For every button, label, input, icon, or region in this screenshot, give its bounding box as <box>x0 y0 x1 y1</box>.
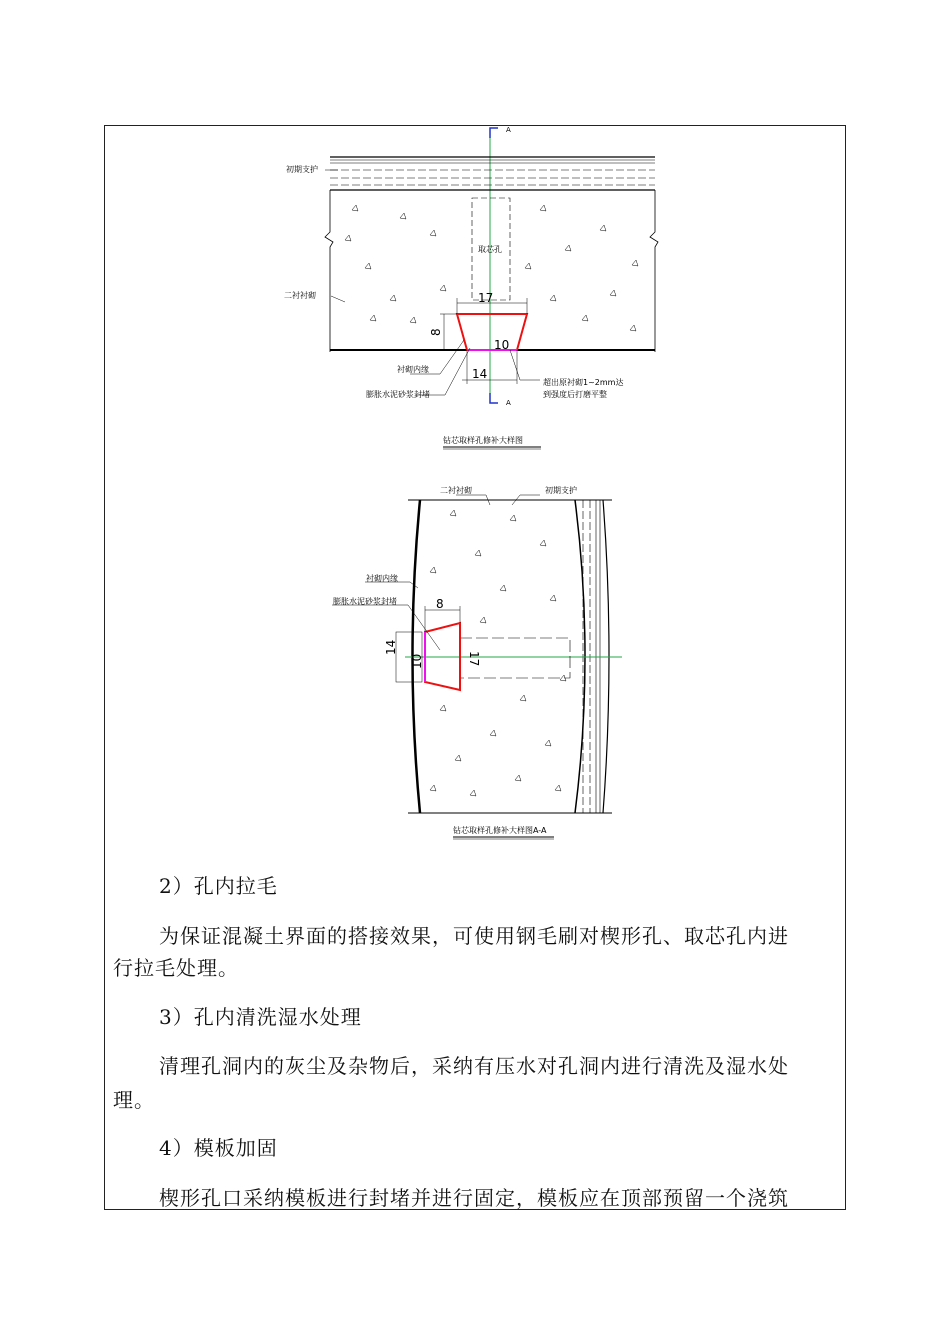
label-sealing: 膨胀水泥砂浆封堵 <box>366 390 430 399</box>
label-core-hole: 取芯孔 <box>478 245 502 254</box>
figure-section <box>332 485 622 839</box>
para-cleaning-line1: 清理孔洞内的灰尘及杂物后，采纳有压水对孔洞内进行清洗及湿水处 <box>159 1054 789 1078</box>
dim2-left: 14 <box>384 639 398 655</box>
dim-top: 17 <box>478 291 494 305</box>
dim-lower: 14 <box>472 367 488 381</box>
dim2-inner: 10 <box>410 653 424 669</box>
section-mark-bottom: A <box>506 399 511 407</box>
para-formwork-line1: 楔形孔口采纳模板进行封堵并进行固定，模板应在顶部预留一个浇筑 <box>159 1186 789 1210</box>
dim2-top: 8 <box>436 597 444 611</box>
label-lining-inner-edge: 衬砌内缘 <box>397 365 429 374</box>
dim2-right: 17 <box>467 651 481 667</box>
label-secondary-lining: 二衬衬砌 <box>284 291 316 300</box>
section-mark-top: A <box>506 126 511 134</box>
figure-plan <box>284 126 658 449</box>
para-cleaning-line2: 理。 <box>113 1088 155 1112</box>
note-line2: 到强度后打磨平整 <box>543 390 607 399</box>
heading-roughening: 2）孔内拉毛 <box>159 874 278 898</box>
label2-initial-support: 初期支护 <box>545 486 577 495</box>
para-roughening-line2: 行拉毛处理。 <box>113 956 239 980</box>
heading-formwork: 4）模板加固 <box>159 1136 278 1160</box>
heading-cleaning: 3）孔内清洗湿水处理 <box>159 1005 362 1029</box>
note-line1: 超出原衬砌1~2mm达 <box>543 378 624 387</box>
label2-secondary-lining: 二衬衬砌 <box>440 486 472 495</box>
caption-figure1: 钻芯取样孔修补大样图 <box>443 436 523 445</box>
caption-figure2: 钻芯取样孔修补大样图A-A <box>453 826 547 835</box>
label-initial-support: 初期支护 <box>286 165 318 174</box>
dim-side: 8 <box>429 328 443 336</box>
label2-lining-inner-edge: 衬砌内缘 <box>366 574 398 583</box>
dim-bottom: 10 <box>494 338 510 352</box>
label2-sealing: 膨胀水泥砂浆封堵 <box>333 597 397 606</box>
para-roughening-line1: 为保证混凝土界面的搭接效果，可使用钢毛刷对楔形孔、取芯孔内进 <box>159 924 789 948</box>
